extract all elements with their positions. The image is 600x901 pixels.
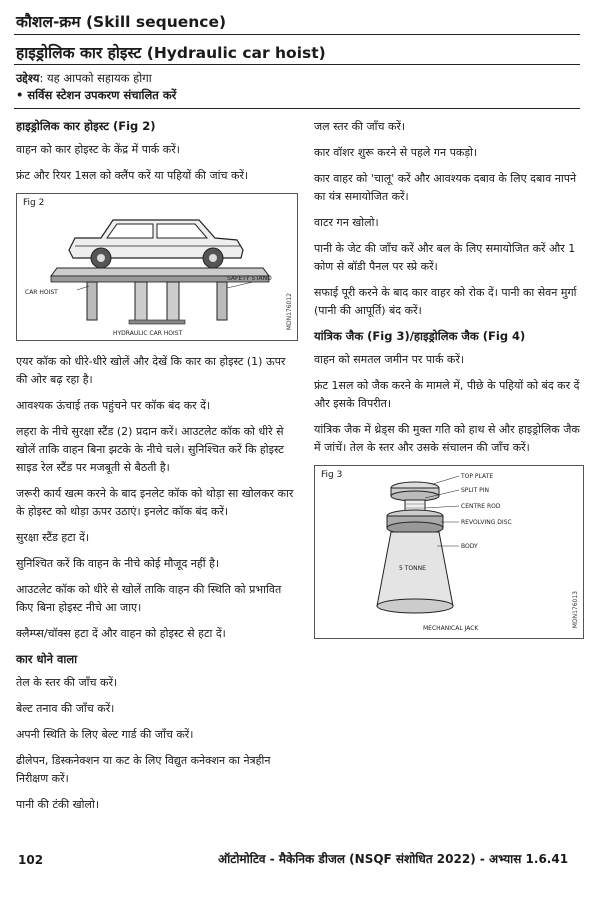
- paragraph: पानी के जेट की जाँच करें और बल के लिए समायोजित करें और 1 कोण से बॉडी पैनल पर स्प्रे करें।: [314, 242, 576, 273]
- figure-mechanical-jack: [314, 465, 584, 639]
- label-body: BODY: [461, 543, 478, 550]
- left-column: [16, 118, 298, 822]
- paragraph: क्लैम्प्स/चॉक्स हटा दें और वाहन को होइस्ट से हटा दें।: [16, 627, 226, 640]
- figure-hydraulic-car-hoist: [16, 193, 298, 341]
- paragraph: तेल के स्तर की जाँच करें।: [16, 676, 118, 689]
- section-heading: कौशल-क्रम (Skill sequence): [16, 13, 227, 31]
- right-column: [314, 118, 584, 651]
- paragraph: अपनी स्थिति के लिए बेल्ट गार्ड की जाँच करें।: [16, 728, 194, 741]
- figure-label: Fig 3: [321, 470, 343, 480]
- paragraph: जरूरी कार्य खत्म करने के बाद इनलेट कॉक को थोड़ा सा खोलकर कार के होइस्ट को थोड़ा ऊपर उठाएं। इनलेट कॉक बंद करें।: [16, 487, 294, 518]
- header-rule-top: [14, 34, 580, 35]
- page-title: हाइड्रोलिक कार होइस्ट (Hydraulic car hoist): [16, 44, 326, 62]
- paragraph: फ्रंट और रियर 1सल को क्लैंप करें या पहियों की जांच करें।: [16, 169, 249, 182]
- jack-illustration: [315, 466, 583, 638]
- objective-bullet: • सर्विस स्टेशन उपकरण संचालित करें: [16, 88, 177, 102]
- header-rule-bottom: [14, 64, 580, 65]
- paragraph: बेल्ट तनाव की जाँच करें।: [16, 702, 115, 715]
- objective-label: उद्देश्य: [16, 71, 40, 85]
- label-centre-rod: CENTRE ROD: [461, 503, 501, 510]
- label-car-hoist: CAR HOIST: [25, 289, 58, 296]
- objective-line: [16, 71, 152, 86]
- figure-code: MDN176013: [572, 590, 579, 628]
- paragraph: वाहन को समतल जमीन पर पार्क करें।: [314, 353, 465, 366]
- paragraph: सुनिश्चित करें कि वाहन के नीचे कोई मौजूद नहीं है।: [16, 557, 220, 570]
- label-safety-stand: SAFETY STAND: [227, 275, 272, 282]
- label-top-plate: TOP PLATE: [461, 473, 494, 480]
- figure-label: Fig 2: [23, 198, 45, 208]
- paragraph: वाहन को कार होइस्ट के केंद्र में पार्क करें।: [16, 143, 180, 156]
- objective-rule: [14, 108, 580, 109]
- paragraph: यांत्रिक जैक में थ्रेड्स की मुक्त गति को हाथ से और हाइड्रोलिक जैक में जांचें। तेल के स्तर और उसके संचालन की जाँच करें।: [314, 423, 580, 454]
- figure-caption: HYDRAULIC CAR HOIST: [113, 330, 183, 337]
- paragraph: ढीलेपन, डिस्कनेक्शन या कट के लिए विद्युत कनेक्शन का नेत्रहीन निरीक्षण करें।: [16, 754, 271, 785]
- label-split-pin: SPLIT PIN: [461, 487, 489, 494]
- paragraph: एयर कॉक को धीरे-धीरे खोलें और देखें कि कार का होइस्ट (1) ऊपर की ओर बढ़ रहा है।: [16, 355, 286, 386]
- paragraph: जल स्तर की जाँच करें।: [314, 120, 406, 133]
- label-revolving-disc: REVOLVING DISC: [461, 519, 512, 526]
- paragraph: आउटलेट कॉक को धीरे से खोलें ताकि वाहन की स्थिति को प्रभावित किए बिना होइस्ट नीचे आ जाए।: [16, 583, 282, 614]
- paragraph: कार वॉशर शुरू करने से पहले गन पकड़ो।: [314, 146, 478, 159]
- objective-text: : यह आपको सहायक होगा: [39, 71, 152, 85]
- paragraph: वाटर गन खोलो।: [314, 216, 379, 229]
- paragraph: आवश्यक ऊंचाई तक पहुंचने पर कॉक बंद कर दें।: [16, 399, 211, 412]
- figure-code: MDN176012: [286, 292, 293, 330]
- hoist-heading: हाइड्रोलिक कार होइस्ट (Fig 2): [16, 119, 156, 133]
- paragraph: पानी की टंकी खोलो।: [16, 798, 100, 811]
- paragraph: कार वाहर को 'चालू' करें और आवश्यक दबाव के लिए दबाव नापने का यंत्र समायोजित करें।: [314, 172, 577, 203]
- page-number: 102: [18, 853, 44, 867]
- figure-caption: MECHANICAL JACK: [423, 625, 479, 632]
- car-washer-heading: कार धोने वाला: [16, 652, 78, 666]
- paragraph: फ्रंट 1सल को जैक करने के मामले में, पीछे के पहियों को बंद कर दें और इसके विपरीत।: [314, 379, 580, 410]
- footer-title: ऑटोमोटिव - मैकेनिक डीजल (NSQF संशोधित 2022) - अभ्यास 1.6.41: [218, 852, 569, 866]
- paragraph: सुरक्षा स्टैंड हटा दें।: [16, 531, 90, 544]
- label-tonnage: 5 TONNE: [399, 565, 426, 572]
- hoist-illustration: [17, 194, 297, 340]
- jack-heading: यांत्रिक जैक (Fig 3)/हाइड्रोलिक जैक (Fig 4): [314, 329, 526, 343]
- paragraph: सफाई पूरी करने के बाद कार वाहर को रोक दें। पानी का सेवन मुर्गा (पानी की आपूर्ति) बंद करें।: [314, 286, 577, 317]
- paragraph: लहरा के नीचे सुरक्षा स्टैंड (2) प्रदान करें। आउटलेट कॉक को धीरे से खोलें ताकि वाहन बिना झटके के नीचे चले। सुनिश्चित करें कि होइस्ट साइड रेल स्टैंड पर मजबूती से बैठती है।: [16, 425, 284, 474]
